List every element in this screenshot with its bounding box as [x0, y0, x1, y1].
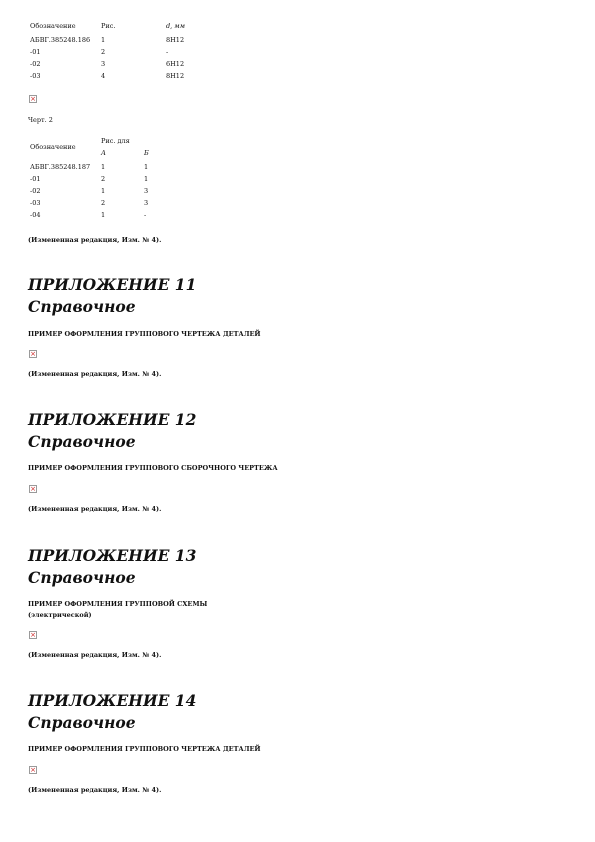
table-1-cell: -	[166, 48, 169, 56]
table-1-cell: -01	[30, 48, 41, 56]
table-1-cell: 2	[101, 48, 106, 56]
appendix-title: ПРИЛОЖЕНИЕ 13	[28, 546, 197, 565]
appendix-title: ПРИЛОЖЕНИЕ 11	[28, 275, 197, 294]
table-1-header-figure: Рис.	[101, 22, 116, 30]
table-1-header-designation: Обозначение	[30, 22, 76, 30]
table-2-subheader-b: Б	[144, 149, 149, 157]
appendix-caption-line-2: (электрической)	[28, 611, 92, 619]
appendix-title: ПРИЛОЖЕНИЕ 14	[28, 691, 197, 710]
appendix-subtitle: Справочное	[28, 568, 136, 587]
appendix-title: ПРИЛОЖЕНИЕ 12	[28, 410, 197, 429]
table-1-cell: АБВГ.385248.186	[30, 36, 91, 44]
broken-image-icon: ×	[30, 350, 36, 358]
table-2-header-group: Рис. для	[101, 137, 130, 145]
table-2-cell: 1	[144, 163, 149, 171]
appendix-subtitle: Справочное	[28, 432, 136, 451]
table-2-cell: 3	[144, 199, 149, 207]
broken-image-icon: ×	[30, 485, 36, 493]
table-1-cell: -03	[30, 72, 41, 80]
table-1-cell: -02	[30, 60, 41, 68]
broken-image-icon: ×	[30, 95, 36, 103]
table-1-cell: 1	[101, 36, 106, 44]
table-2-subheader-a: А	[101, 149, 106, 157]
appendix-caption: ПРИМЕР ОФОРМЛЕНИЯ ГРУППОВОЙ СХЕМЫ	[28, 600, 208, 608]
table-1-cell: 3	[101, 60, 106, 68]
revision-note: (Измененная редакция, Изм. № 4).	[28, 505, 162, 513]
table-2-cell: -01	[30, 175, 41, 183]
table-1-cell: 8Н12	[166, 72, 185, 80]
revision-note: (Измененная редакция, Изм. № 4).	[28, 370, 162, 378]
table-2-cell: -04	[30, 211, 41, 219]
table-1-cell: 8Н12	[166, 36, 185, 44]
table-2-cell: -03	[30, 199, 41, 207]
table-2-header-designation: Обозначение	[30, 143, 76, 151]
table-2-cell: АБВГ.385248.187	[30, 163, 91, 171]
table-2-cell: -	[144, 211, 147, 219]
table-1-header-diameter: d, мм	[166, 22, 186, 30]
broken-image-icon: ×	[30, 766, 36, 774]
revision-note: (Измененная редакция, Изм. № 4).	[28, 236, 162, 244]
table-1-cell: 4	[101, 72, 106, 80]
table-2-cell: -02	[30, 187, 41, 195]
appendix-caption: ПРИМЕР ОФОРМЛЕНИЯ ГРУППОВОГО ЧЕРТЕЖА ДЕТАЛЕЙ	[28, 330, 261, 338]
appendix-subtitle: Справочное	[28, 297, 136, 316]
appendix-caption: ПРИМЕР ОФОРМЛЕНИЯ ГРУППОВОГО СБОРОЧНОГО ЧЕРТЕЖА	[28, 464, 278, 472]
table-2-cell: 3	[144, 187, 149, 195]
appendix-subtitle: Справочное	[28, 713, 136, 732]
table-2-cell: 2	[101, 199, 106, 207]
table-2-cell: 1	[144, 175, 149, 183]
table-2-cell: 1	[101, 187, 106, 195]
table-2-cell: 1	[101, 163, 106, 171]
revision-note: (Измененная редакция, Изм. № 4).	[28, 651, 162, 659]
figure-label: Черт. 2	[28, 116, 53, 124]
table-2-cell: 2	[101, 175, 106, 183]
table-1-cell: 6Н12	[166, 60, 185, 68]
broken-image-icon: ×	[30, 631, 36, 639]
revision-note: (Измененная редакция, Изм. № 4).	[28, 786, 162, 794]
table-2-cell: 1	[101, 211, 106, 219]
appendix-caption: ПРИМЕР ОФОРМЛЕНИЯ ГРУППОВОГО ЧЕРТЕЖА ДЕТАЛЕЙ	[28, 745, 261, 753]
